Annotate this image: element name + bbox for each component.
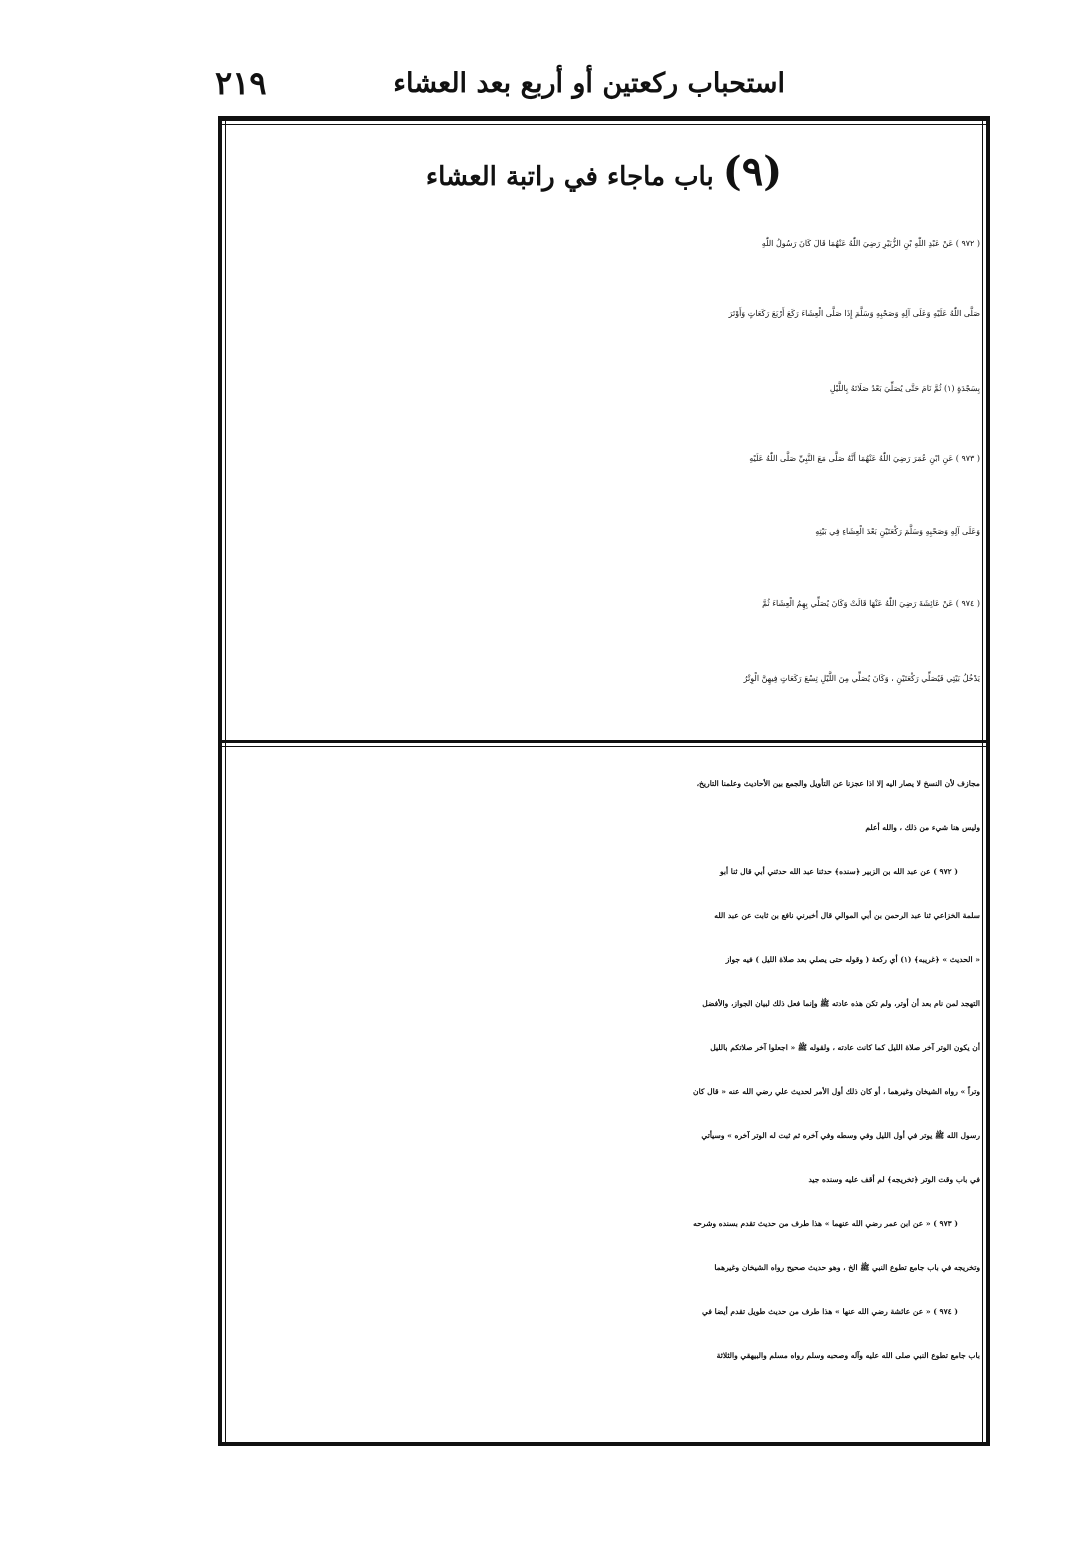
commentary-line: التهجد لمن نام بعد أن أوتر، ولم تكن هذه عادته ﷺ وإنما فعل ذلك لبيان الجواز، والأفضل xyxy=(702,999,980,1008)
frame-left xyxy=(218,116,222,1446)
frame-top-thin xyxy=(218,124,990,125)
commentary-line: باب جامع تطوع النبي صلى الله عليه وآله وصحبه وسلم رواه مسلم والبيهقي والثلاثة xyxy=(716,1351,980,1360)
commentary-line: « الحديث » ﴿غريبه﴾ (١) أي ركعة ( وقوله حتى يصلي بعد صلاة الليل ) فيه جواز xyxy=(725,955,980,964)
page-number: ٢١٩ xyxy=(215,64,267,102)
chapter-title: باب ماجاء في راتبة العشاء xyxy=(425,162,714,192)
commentary-line: وليس هنا شيء من ذلك ، والله أعلم xyxy=(865,823,980,832)
commentary-line: أن يكون الوتر آخر صلاة الليل كما كانت عادته ، ولقوله ﷺ « اجعلوا آخر صلاتكم بالليل xyxy=(710,1043,980,1052)
commentary-line: سلمة الخزاعي ثنا عبد الرحمن بن أبي الموالي قال أخبرني نافع بن ثابت عن عبد الله xyxy=(714,911,980,920)
commentary-line: وتخريجه في باب جامع تطوع النبي ﷺ الخ ، وهو حديث صحيح رواه الشيخان وغيرهما xyxy=(714,1263,980,1272)
commentary-line: في باب وقت الوتر ﴿تخريجه﴾ لم أقف عليه وسنده جيد xyxy=(808,1175,980,1184)
matn-line: ( ٩٧٢ ) عَنْ عَبْدِ اللّٰهِ بْنِ الزُّبَيْرِ رَضِيَ اللّٰهُ عَنْهُمَا قَالَ كَانَ رَسُولُ اللّٰهِ xyxy=(761,239,980,248)
commentary-text: ( ٩٧٣ ) « عن ابن عمر رضي الله عنهما » هذا طرف من حديث تقدم بسنده وشرحه xyxy=(693,1219,958,1228)
frame-right-thin xyxy=(982,116,983,1446)
commentary-line xyxy=(228,1220,980,1228)
running-header xyxy=(215,62,785,112)
frame-bottom xyxy=(218,1442,990,1446)
section-divider xyxy=(218,740,990,743)
commentary-line xyxy=(228,868,980,876)
chapter-number: (٩) xyxy=(722,148,783,195)
matn-line: بِسَجْدَةٍ (١) ثُمَّ نَامَ حَتَّى يُصَلِّيَ بَعْدُ صَلَاتَهُ بِاللَّيْلِ xyxy=(829,384,980,393)
commentary-line: مجازف لأن النسخ لا يصار اليه إلا اذا عجزنا عن التأويل والجمع بين الأحاديث وعلمنا التاريخ، xyxy=(696,779,980,788)
chapter-heading xyxy=(228,148,980,208)
commentary-line: وتراً » رواه الشيخان وغيرهما ، أو كان ذلك أول الأمر لحديث علي رضي الله عنه « قال كان xyxy=(693,1087,980,1096)
commentary-text: ( ٩٧٢ ) عن عبد الله بن الزبير ﴿سنده﴾ حدثنا عبد الله حدثني أبي قال ثنا أبو xyxy=(719,867,958,876)
frame-right xyxy=(986,116,990,1446)
matn-line: صَلَّى اللّٰهُ عَلَيْهِ وَعَلَى آلِهِ وَصَحْبِهِ وَسَلَّمَ إِذَا صَلَّى الْعِشَاءَ رَكَعَ أَرْبَعَ رَكَعَاتٍ وَأَوْتَرَ xyxy=(728,309,980,318)
header-title: استحباب ركعتين أو أربع بعد العشاء xyxy=(393,68,785,99)
section-divider-thin xyxy=(218,746,990,747)
commentary-line xyxy=(228,1308,980,1316)
frame-top-thick xyxy=(218,116,990,121)
matn-line: ( ٩٧٣ ) عَنِ ابْنِ عُمَرَ رَضِيَ اللّٰهُ عَنْهُمَا أَنَّهُ صَلَّى مَعَ النَّبِيِّ صَلَّى اللّٰهُ عَلَيْهِ xyxy=(749,454,980,463)
commentary-text: ( ٩٧٤ ) « عن عائشة رضي الله عنها » هذا طرف من حديث طويل تقدم أيضا في xyxy=(702,1307,958,1316)
matn-line: وَعَلَى آلِهِ وَصَحْبِهِ وَسَلَّمَ رَكْعَتَيْنِ بَعْدَ الْعِشَاءِ فِي بَيْتِهِ xyxy=(815,527,980,536)
frame-left-thin xyxy=(225,116,226,1446)
commentary-line: رسول الله ﷺ يوتر في أول الليل وفي وسطه وفي آخره ثم ثبت له الوتر آخره » وسيأتي xyxy=(701,1131,980,1140)
matn-line: يَدْخُلُ بَيْتِي فَيُصَلِّي رَكْعَتَيْنِ ، وَكَانَ يُصَلِّي مِنَ اللَّيْلِ تِسْعَ رَكَعَاتٍ فِيهِنَّ الْوِتْرُ xyxy=(743,674,980,683)
matn-line: ( ٩٧٤ ) عَنْ عَائِشَةَ رَضِيَ اللّٰهُ عَنْهَا قَالَتْ وَكَانَ يُصَلِّي بِهِمُ الْعِشَاءَ ثُمَّ xyxy=(762,599,980,608)
